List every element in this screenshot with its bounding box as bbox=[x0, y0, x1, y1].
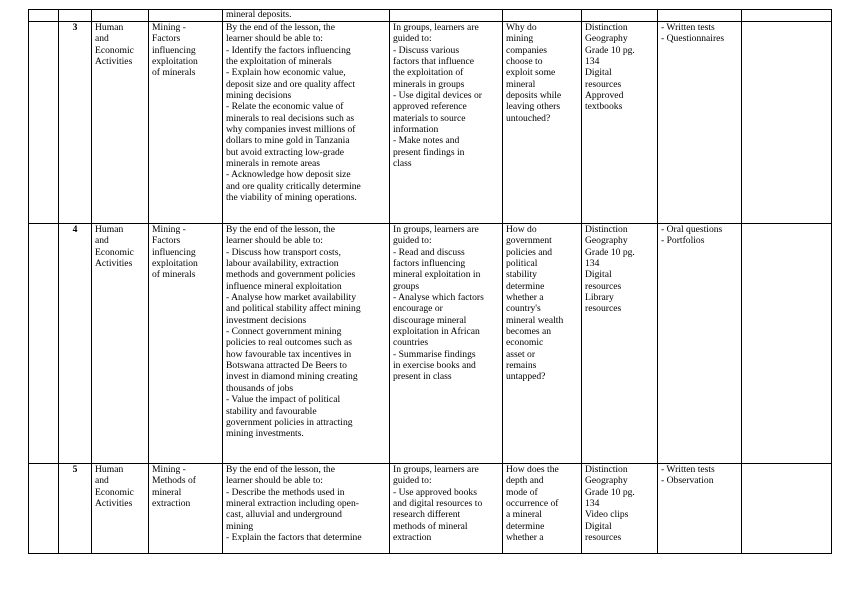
text-line: - Relate the economic value of bbox=[226, 101, 344, 113]
scheme-of-work-table bbox=[28, 9, 832, 554]
text-line: and ore quality critically determine bbox=[226, 180, 361, 192]
cell-learning-experiences bbox=[390, 22, 503, 224]
text-line: - Written tests bbox=[661, 22, 715, 33]
text-line: resources bbox=[585, 78, 622, 90]
text-line: mineral bbox=[152, 486, 182, 498]
text-line: Activities bbox=[95, 498, 133, 510]
text-line: - Discuss how transport costs, bbox=[226, 246, 341, 258]
cell-learning-resources bbox=[582, 22, 658, 224]
table-row bbox=[29, 224, 832, 464]
text-line: stability and favourable bbox=[226, 405, 317, 417]
text-line: minerals to real decisions such as bbox=[226, 112, 355, 124]
text-line: - Oral questions bbox=[661, 224, 723, 235]
cell-strand bbox=[92, 224, 149, 464]
text-line: Grade 10 pg. bbox=[585, 486, 635, 498]
text-line: - Summarise findings bbox=[393, 348, 476, 360]
cell-strand bbox=[92, 22, 149, 224]
cell-learning-resources bbox=[582, 464, 658, 554]
text-line: untapped? bbox=[506, 371, 546, 383]
text-line: present findings in bbox=[393, 146, 465, 158]
text-line: mineral exploitation in bbox=[393, 269, 481, 281]
text-line: Digital bbox=[585, 269, 612, 281]
cell-key-inquiry-question bbox=[503, 22, 582, 224]
text-line: political bbox=[506, 258, 538, 270]
text-line: Economic bbox=[95, 486, 134, 498]
text-line: Activities bbox=[95, 56, 133, 68]
text-line: - Acknowledge how deposit size bbox=[226, 169, 351, 181]
text-line: By the end of the lesson, the bbox=[226, 22, 335, 33]
text-line: mineral wealth bbox=[506, 314, 564, 326]
text-line: class bbox=[393, 158, 412, 170]
text-line: resources bbox=[585, 280, 622, 292]
text-line: textbooks bbox=[585, 101, 623, 113]
text-line: - Identify the factors influencing bbox=[226, 44, 351, 56]
cell-blank bbox=[29, 224, 59, 464]
text-line: remains bbox=[506, 360, 537, 372]
cell-key-inquiry-question bbox=[503, 10, 582, 22]
text-line: mineral extraction including open- bbox=[226, 498, 359, 510]
text-line: In groups, learners are bbox=[393, 224, 479, 235]
text-line: and political stability affect mining bbox=[226, 303, 361, 315]
text-line: labour availability, extraction bbox=[226, 258, 339, 270]
text-line: invest in diamond mining creating bbox=[226, 371, 358, 383]
cell-strand bbox=[92, 10, 149, 22]
text-line: Economic bbox=[95, 246, 134, 258]
text-line: mineral deposits. bbox=[226, 9, 292, 20]
table-row bbox=[29, 22, 832, 224]
cell-week: 4 bbox=[59, 224, 92, 464]
cell-assessment bbox=[658, 10, 742, 22]
text-line: but avoid extracting low-grade bbox=[226, 146, 345, 158]
cell-learning-experiences bbox=[390, 464, 503, 554]
text-line: guided to: bbox=[393, 475, 432, 487]
text-line: By the end of the lesson, the bbox=[226, 464, 335, 475]
text-line: 134 bbox=[585, 56, 600, 68]
text-line: - Connect government mining bbox=[226, 326, 342, 338]
text-line: Economic bbox=[95, 44, 134, 56]
text-line: cast, alluvial and underground bbox=[226, 509, 342, 521]
cell-assessment bbox=[658, 22, 742, 224]
cell-remarks bbox=[742, 10, 832, 22]
text-line: approved reference bbox=[393, 101, 467, 113]
text-line: why companies invest millions of bbox=[226, 124, 356, 136]
text-line: the exploitation of minerals bbox=[226, 56, 332, 68]
text-line: mining investments. bbox=[226, 428, 304, 440]
text-line: Digital bbox=[585, 67, 612, 79]
text-line: country's bbox=[506, 303, 541, 315]
text-line: - Analyse which factors bbox=[393, 292, 484, 304]
cell-learning-outcomes bbox=[223, 10, 390, 22]
text-line: methods of mineral bbox=[393, 520, 468, 532]
text-line: determine bbox=[506, 520, 545, 532]
text-line: learner should be able to: bbox=[226, 475, 323, 487]
text-line: Library bbox=[585, 292, 614, 304]
text-line: leaving others bbox=[506, 101, 561, 113]
cell-week: 5 bbox=[59, 464, 92, 554]
text-line: Human bbox=[95, 22, 124, 33]
text-line: mining decisions bbox=[226, 90, 292, 102]
text-line: Human bbox=[95, 224, 124, 235]
text-line: Human bbox=[95, 464, 124, 475]
text-line: mining bbox=[506, 33, 534, 45]
text-line: In groups, learners are bbox=[393, 22, 479, 33]
text-line: resources bbox=[585, 303, 622, 315]
text-line: and digital resources to bbox=[393, 498, 483, 510]
text-line: - Questionnaires bbox=[661, 33, 725, 45]
text-line: learner should be able to: bbox=[226, 235, 323, 247]
cell-remarks bbox=[742, 22, 832, 224]
text-line: - Value the impact of political bbox=[226, 394, 341, 406]
text-line: dollars to mine gold in Tanzania bbox=[226, 135, 350, 147]
text-line: influence mineral exploitation bbox=[226, 280, 342, 292]
text-line: Geography bbox=[585, 235, 628, 247]
text-line: policies to real outcomes such as bbox=[226, 337, 353, 349]
text-line: untouched? bbox=[506, 112, 551, 124]
text-line: learner should be able to: bbox=[226, 33, 323, 45]
text-line: - Written tests bbox=[661, 464, 715, 475]
text-line: Mining - bbox=[152, 22, 186, 33]
text-line: By the end of the lesson, the bbox=[226, 224, 335, 235]
text-line: In groups, learners are bbox=[393, 464, 479, 475]
table-row-continued bbox=[29, 10, 832, 22]
text-line: factors that influence bbox=[393, 56, 474, 68]
text-line: - Read and discuss bbox=[393, 246, 465, 258]
text-line: guided to: bbox=[393, 235, 432, 247]
text-line: Geography bbox=[585, 33, 628, 45]
text-line: minerals in remote areas bbox=[226, 158, 321, 170]
text-line: Distinction bbox=[585, 22, 628, 33]
text-line: - Make notes and bbox=[393, 135, 460, 147]
text-line: - Discuss various bbox=[393, 44, 460, 56]
text-line: Factors bbox=[152, 33, 181, 45]
text-line: investment decisions bbox=[226, 314, 307, 326]
text-line: - Portfolios bbox=[661, 235, 705, 247]
text-line: and bbox=[95, 33, 109, 45]
text-line: and bbox=[95, 235, 109, 247]
text-line: - Use approved books bbox=[393, 486, 477, 498]
cell-learning-outcomes bbox=[223, 22, 390, 224]
text-line: stability bbox=[506, 269, 537, 281]
cell-sub-strand bbox=[149, 22, 223, 224]
text-line: 134 bbox=[585, 258, 600, 270]
text-line: the exploitation of bbox=[393, 67, 464, 79]
text-line: Grade 10 pg. bbox=[585, 44, 635, 56]
text-line: resources bbox=[585, 532, 622, 544]
text-line: - Explain how economic value, bbox=[226, 67, 346, 79]
text-line: deposit size and ore quality affect bbox=[226, 78, 356, 90]
text-line: Video clips bbox=[585, 509, 629, 521]
text-line: encourage or bbox=[393, 303, 443, 315]
text-line: materials to source bbox=[393, 112, 466, 124]
text-line: 134 bbox=[585, 498, 600, 510]
cell-week bbox=[59, 10, 92, 22]
cell-learning-experiences bbox=[390, 10, 503, 22]
text-line: Distinction bbox=[585, 224, 628, 235]
text-line: occurrence of bbox=[506, 498, 559, 510]
text-line: research different bbox=[393, 509, 461, 521]
text-line: Factors bbox=[152, 235, 181, 247]
text-line: how favourable tax incentives in bbox=[226, 348, 352, 360]
text-line: How do bbox=[506, 224, 537, 235]
text-line: whether a bbox=[506, 292, 544, 304]
text-line: - Describe the methods used in bbox=[226, 486, 345, 498]
text-line: exploitation bbox=[152, 258, 198, 270]
text-line: of minerals bbox=[152, 67, 196, 79]
cell-remarks bbox=[742, 224, 832, 464]
text-line: Distinction bbox=[585, 464, 628, 475]
text-line: factors influencing bbox=[393, 258, 466, 270]
text-line: present in class bbox=[393, 371, 452, 383]
text-line: Digital bbox=[585, 520, 612, 532]
text-line: - Analyse how market availability bbox=[226, 292, 357, 304]
cell-assessment bbox=[658, 224, 742, 464]
cell-sub-strand bbox=[149, 464, 223, 554]
text-line: minerals in groups bbox=[393, 78, 465, 90]
text-line: policies and bbox=[506, 246, 553, 258]
text-line: guided to: bbox=[393, 33, 432, 45]
text-line: in exercise books and bbox=[393, 360, 476, 372]
text-line: discourage mineral bbox=[393, 314, 467, 326]
text-line: exploitation bbox=[152, 56, 198, 68]
cell-remarks bbox=[742, 464, 832, 554]
text-line: a mineral bbox=[506, 509, 542, 521]
text-line: Mining - bbox=[152, 464, 186, 475]
text-line: extraction bbox=[152, 498, 191, 510]
text-line: asset or bbox=[506, 348, 536, 360]
text-line: depth and bbox=[506, 475, 544, 487]
text-line: - Explain the factors that determine bbox=[226, 532, 362, 544]
text-line: influencing bbox=[152, 44, 196, 56]
cell-blank bbox=[29, 10, 59, 22]
text-line: mining bbox=[226, 520, 254, 532]
cell-week: 3 bbox=[59, 22, 92, 224]
text-line: thousands of jobs bbox=[226, 382, 294, 394]
text-line: becomes an bbox=[506, 326, 552, 338]
text-line: groups bbox=[393, 280, 420, 292]
text-line: of minerals bbox=[152, 269, 196, 281]
text-line: - Use digital devices or bbox=[393, 90, 482, 102]
text-line: exploitation in African bbox=[393, 326, 480, 338]
text-line: exploit some bbox=[506, 67, 556, 79]
cell-blank bbox=[29, 464, 59, 554]
cell-key-inquiry-question bbox=[503, 464, 582, 554]
text-line: mineral bbox=[506, 78, 536, 90]
cell-assessment bbox=[658, 464, 742, 554]
text-line: the viability of mining operations. bbox=[226, 192, 357, 204]
text-line: Approved bbox=[585, 90, 624, 102]
text-line: Mining - bbox=[152, 224, 186, 235]
cell-key-inquiry-question bbox=[503, 224, 582, 464]
cell-sub-strand bbox=[149, 10, 223, 22]
cell-learning-resources bbox=[582, 224, 658, 464]
text-line: Grade 10 pg. bbox=[585, 246, 635, 258]
text-line: How does the bbox=[506, 464, 559, 475]
cell-learning-outcomes bbox=[223, 224, 390, 464]
text-line: determine bbox=[506, 280, 545, 292]
table-row bbox=[29, 464, 832, 554]
cell-learning-experiences bbox=[390, 224, 503, 464]
text-line: extraction bbox=[393, 532, 432, 544]
text-line: Why do bbox=[506, 22, 537, 33]
cell-learning-outcomes bbox=[223, 464, 390, 554]
text-line: choose to bbox=[506, 56, 543, 68]
cell-blank bbox=[29, 22, 59, 224]
text-line: Methods of bbox=[152, 475, 196, 487]
text-line: Geography bbox=[585, 475, 628, 487]
text-line: - Observation bbox=[661, 475, 714, 487]
text-line: companies bbox=[506, 44, 548, 56]
text-line: methods and government policies bbox=[226, 269, 356, 281]
text-line: Activities bbox=[95, 258, 133, 270]
text-line: influencing bbox=[152, 246, 196, 258]
text-line: government bbox=[506, 235, 552, 247]
text-line: and bbox=[95, 475, 109, 487]
cell-learning-resources bbox=[582, 10, 658, 22]
text-line: government policies in attracting bbox=[226, 416, 353, 428]
text-line: deposits while bbox=[506, 90, 562, 102]
text-line: information bbox=[393, 124, 439, 136]
text-line: whether a bbox=[506, 532, 544, 544]
cell-sub-strand bbox=[149, 224, 223, 464]
text-line: mode of bbox=[506, 486, 538, 498]
cell-strand bbox=[92, 464, 149, 554]
text-line: countries bbox=[393, 337, 429, 349]
text-line: Botswana attracted De Beers to bbox=[226, 360, 347, 372]
text-line: economic bbox=[506, 337, 544, 349]
